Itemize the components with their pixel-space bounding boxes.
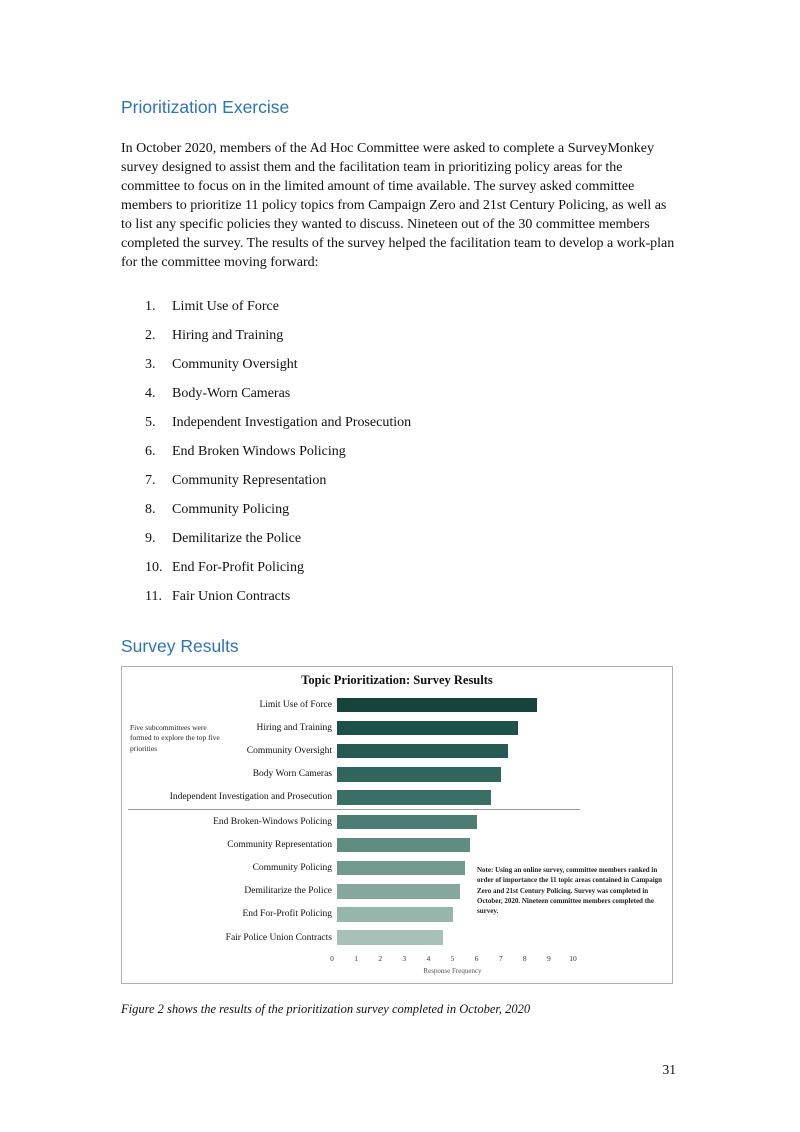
list-item-label: Community Oversight bbox=[172, 357, 298, 373]
chart-bar-track bbox=[337, 721, 578, 736]
list-item-number: 3. bbox=[145, 357, 156, 373]
chart-category-label: End For-Profit Policing bbox=[242, 909, 332, 920]
list-item-label: End For-Profit Policing bbox=[172, 560, 304, 576]
chart-bar-row bbox=[122, 763, 672, 786]
list-item bbox=[145, 500, 679, 519]
list-item-number: 5. bbox=[145, 415, 156, 431]
chart-bar bbox=[337, 884, 460, 899]
list-item-number: 1. bbox=[145, 299, 156, 315]
list-item-number: 6. bbox=[145, 444, 156, 460]
chart-category-label: Hiring and Training bbox=[256, 722, 332, 733]
chart-bar-row bbox=[122, 786, 672, 809]
list-item-label: Demilitarize the Police bbox=[172, 531, 302, 547]
chart-bar bbox=[337, 907, 453, 922]
chart-bar bbox=[337, 721, 518, 736]
chart-bar-row bbox=[122, 926, 672, 949]
chart-category-label: Community Policing bbox=[252, 862, 332, 873]
chart-bar bbox=[337, 767, 501, 782]
chart-bar-track bbox=[337, 767, 578, 782]
chart-bar-track bbox=[337, 744, 578, 759]
chart-bar-track bbox=[337, 698, 578, 713]
list-item bbox=[145, 442, 679, 461]
list-item-label: Limit Use of Force bbox=[172, 299, 279, 315]
figure-caption: Figure 2 shows the results of the prioritization survey completed in October, 2020 bbox=[121, 1002, 531, 1017]
chart-bar bbox=[337, 838, 470, 853]
chart-title: Topic Prioritization: Survey Results bbox=[301, 673, 493, 688]
list-item bbox=[145, 558, 679, 577]
x-axis-tick-label: 2 bbox=[378, 954, 383, 964]
list-item bbox=[145, 326, 679, 345]
page-content bbox=[121, 97, 679, 1017]
list-item-number: 4. bbox=[145, 386, 156, 402]
x-axis-tick-label: 4 bbox=[426, 954, 431, 964]
chart-bar bbox=[337, 861, 465, 876]
chart-bar-row bbox=[122, 810, 672, 833]
chart-bar-track bbox=[337, 930, 578, 945]
chart-x-axis-label: Response Frequency bbox=[423, 967, 482, 976]
x-axis-tick-label: 0 bbox=[330, 954, 334, 964]
chart-category-label: Community Oversight bbox=[246, 746, 332, 756]
list-item-number: 9. bbox=[145, 531, 156, 547]
chart-category-label: Community Representation bbox=[227, 839, 332, 850]
chart-x-axis bbox=[330, 954, 577, 965]
chart-category-label: Independent Investigation and Prosecution bbox=[169, 792, 332, 803]
chart-category-label: Fair Police Union Contracts bbox=[225, 932, 332, 943]
intro-paragraph: In October 2020, members of the Ad Hoc Committee were asked to complete a SurveyMonkey survey designed to assist them and the facilitation team in prioritizing policy areas for the committee to focus on in the limited amount of time available. The survey asked committee members to prioritize 11 policy topics from Campaign Zero and 21st Century Policing, as well as to list any specific policies they wanted to discuss. Nineteen out of the 30 committee members completed the survey. The results of the survey helped the facilitation team to develop a work-plan for the committee moving forward: bbox=[121, 141, 675, 271]
chart-category-label: End Broken-Windows Policing bbox=[213, 816, 332, 827]
list-item-label: Community Representation bbox=[172, 473, 327, 489]
x-axis-tick-label: 9 bbox=[547, 954, 551, 964]
list-item-label: Body-Worn Cameras bbox=[172, 386, 291, 402]
page-number: 31 bbox=[662, 1062, 676, 1077]
list-item bbox=[145, 297, 679, 316]
chart-category-label: Limit Use of Force bbox=[259, 699, 332, 710]
chart-bar bbox=[337, 744, 508, 759]
chart-bar bbox=[337, 815, 477, 830]
list-item bbox=[145, 587, 679, 606]
chart-bar-track bbox=[337, 815, 578, 830]
list-item bbox=[145, 471, 679, 490]
chart-category-label: Demilitarize the Police bbox=[244, 886, 332, 897]
list-item bbox=[145, 355, 679, 374]
x-axis-tick-label: 10 bbox=[569, 954, 577, 964]
x-axis-tick-label: 1 bbox=[354, 954, 358, 964]
chart-bar-row bbox=[122, 693, 672, 716]
survey-results-chart bbox=[121, 666, 673, 984]
list-item-label: Independent Investigation and Prosecution bbox=[172, 415, 412, 431]
chart-bar-track bbox=[337, 790, 578, 805]
chart-bar-track bbox=[337, 838, 578, 853]
x-axis-tick-label: 7 bbox=[498, 954, 503, 964]
x-axis-tick-label: 6 bbox=[474, 954, 479, 964]
chart-annotation-note: Note: Using an online survey, committee members ranked in order of importance the 11 topic areas contained in Campaign Zero and 21st Century Policing. Survey was completed in October, 2020. Nineteen committee members completed the survey. bbox=[477, 866, 663, 915]
list-item-label: Community Policing bbox=[172, 502, 290, 518]
section-title-prioritization-exercise: Prioritization Exercise bbox=[121, 97, 290, 117]
list-item bbox=[145, 413, 679, 432]
x-axis-tick-label: 3 bbox=[402, 954, 407, 964]
priority-list bbox=[145, 297, 679, 606]
list-item-label: Fair Union Contracts bbox=[172, 589, 291, 605]
x-axis-tick-label: 5 bbox=[450, 954, 455, 964]
list-item-number: 10. bbox=[145, 560, 163, 576]
section-title-survey-results: Survey Results bbox=[121, 636, 239, 657]
list-item-number: 7. bbox=[145, 473, 156, 489]
chart-bar bbox=[337, 790, 491, 805]
list-item-number: 2. bbox=[145, 328, 156, 344]
list-item-number: 8. bbox=[145, 502, 156, 518]
chart-bar-row bbox=[122, 833, 672, 856]
chart-bar bbox=[337, 698, 537, 713]
chart-annotation-subcommittees: Five subcommittees were formed to explore the top five priorities bbox=[130, 723, 220, 753]
list-item-label: Hiring and Training bbox=[172, 328, 284, 344]
list-item-label: End Broken Windows Policing bbox=[172, 444, 346, 460]
list-item bbox=[145, 384, 679, 403]
list-item-number: 11. bbox=[145, 589, 162, 605]
chart-category-label: Body Worn Cameras bbox=[252, 769, 332, 780]
list-item bbox=[145, 529, 679, 548]
chart-bar bbox=[337, 930, 443, 945]
x-axis-tick-label: 8 bbox=[522, 954, 527, 964]
